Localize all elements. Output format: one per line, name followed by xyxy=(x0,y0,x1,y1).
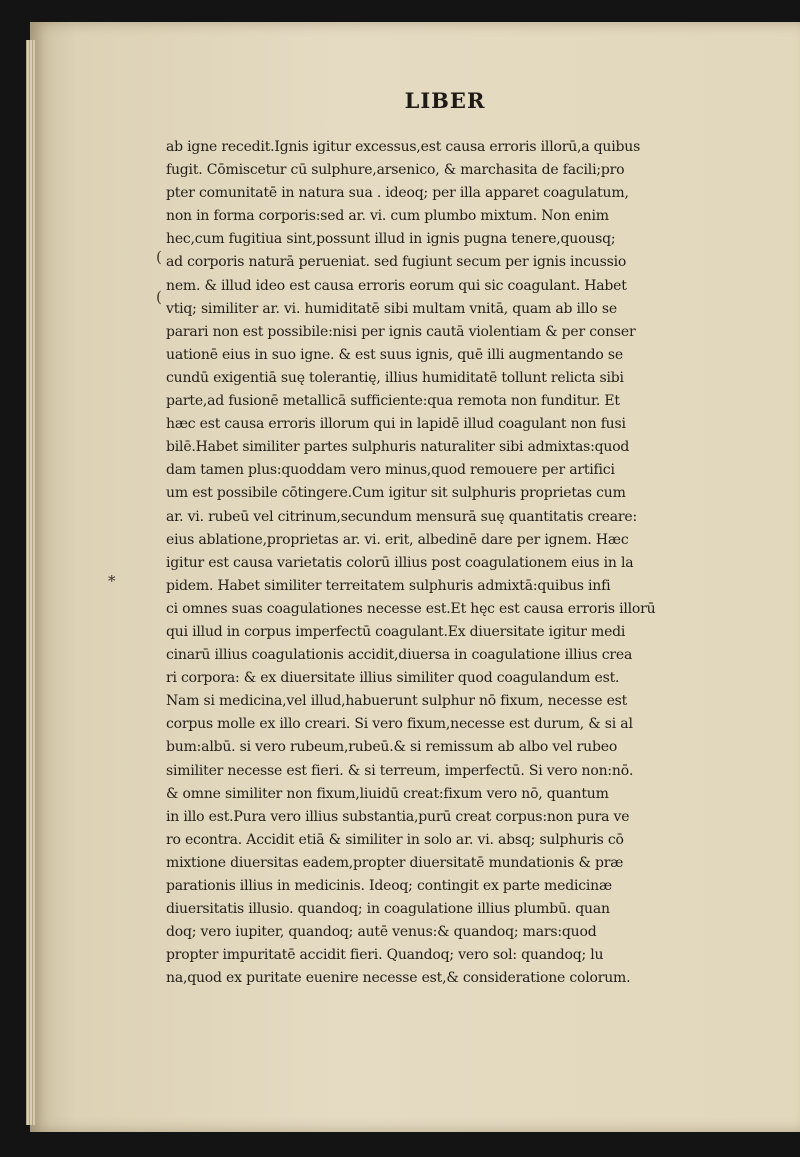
text-line: um est possibile cōtingere.Cum igitur sit sulphuris proprietas cum xyxy=(166,485,626,502)
text-line: qui illud in corpus imperfectū coagulant.Ex diuersitate igitur medi xyxy=(166,623,626,640)
text-line: vtiq; similiter ar. vi. humiditatē sibi multam vnitā, quam ab illo se xyxy=(166,300,617,317)
text-line: eius ablatione,proprietas ar. vi. erit, albedinē dare per ignem. Hæc xyxy=(166,531,629,548)
text-line: ad corporis naturā perueniat. sed fugiunt secum per ignis incussio xyxy=(166,254,627,271)
text-line: doq; vero iupiter, quandoq; autē venus:& quandoq; mars:quod xyxy=(166,924,597,941)
text-line: in illo est.Pura vero illius substantia,purū creat corpus:non pura ve xyxy=(166,808,630,825)
text-line: hæc est causa erroris illorum qui in lapidē illud coagulant non fusi xyxy=(166,416,626,433)
text-line: bilē.Habet similiter partes sulphuris naturaliter sibi admixtas:quod xyxy=(166,439,630,456)
text-line: ri corpora: & ex diuersitate illius similiter quod coagulandum est. xyxy=(166,670,620,687)
text-line: hec,cum fugitiua sint,possunt illud in ignis pugna tenere,quousq; xyxy=(166,231,616,248)
text-line: pter comunitatē in natura sua . ideoq; per illa apparet coagulatum, xyxy=(166,185,629,202)
text-line: dam tamen plus:quoddam vero minus,quod remouere per artifici xyxy=(166,462,615,479)
text-line: igitur est causa varietatis colorū illius post coagulationem eius in la xyxy=(166,554,634,571)
text-line: cinarū illius coagulationis accidit,diuersa in coagulatione illius crea xyxy=(166,647,633,664)
text-line: non in forma corporis:sed ar. vi. cum plumbo mixtum. Non enim xyxy=(166,208,609,225)
text-line: & omne similiter non fixum,liuidū creat:fixum vero nō, quantum xyxy=(166,785,609,802)
text-line: cundū exigentiā suę tolerantię, illius humiditatē tollunt relicta sibi xyxy=(166,369,624,386)
text-line: ar. vi. rubeū vel citrinum,secundum mensurā suę quantitatis creare: xyxy=(166,508,637,525)
body-text xyxy=(166,136,736,990)
text-line: corpus molle ex illo creari. Si vero fixum,necesse est durum, & si al xyxy=(166,716,633,733)
text-line: diuersitatis illusio. quandoq; in coagulatione illius plumbū. quan xyxy=(166,901,610,918)
text-line: propter impuritatē accidit fieri. Quandoq; vero sol: quandoq; lu xyxy=(166,947,604,964)
text-line: nem. & illud ideo est causa erroris eorum qui sic coagulant. Habet xyxy=(166,277,627,294)
margin-bracket: ( xyxy=(156,288,162,306)
page-edges xyxy=(26,40,36,1125)
text-line: similiter necesse est fieri. & si terreum, imperfectū. Si vero non:nō. xyxy=(166,762,634,779)
running-head: LIBER xyxy=(404,88,486,113)
text-line: Nam si medicina,vel illud,habuerunt sulphur nō fixum, necesse est xyxy=(166,693,628,710)
text-line: fugit. Cōmiscetur cū sulphure,arsenico, & marchasita de facili;pro xyxy=(166,162,625,179)
text-line: ci omnes suas coagulationes necesse est.Et hęc est causa erroris illorū xyxy=(166,600,656,617)
text-line: parte,ad fusionē metallicā sufficiente:qua remota non funditur. Et xyxy=(166,393,620,410)
text-line: ab igne recedit.Ignis igitur excessus,est causa erroris illorū,a quibus xyxy=(166,139,641,155)
text-line: na,quod ex puritate euenire necesse est,& consideratione colorum. xyxy=(166,970,631,987)
text-line: mixtione diuersitas eadem,propter diuersitatē mundationis & præ xyxy=(166,854,624,871)
text-line: parari non est possibile:nisi per ignis cautā violentiam & per conser xyxy=(166,323,636,340)
text-line: ro econtra. Accidit etiā & similiter in solo ar. vi. absq; sulphuris cō xyxy=(166,831,624,848)
text-line: uationē eius in suo igne. & est suus ignis, quē illi augmentando se xyxy=(166,346,623,363)
margin-bracket: ( xyxy=(156,248,162,266)
margin-mark: * xyxy=(108,572,116,590)
text-line: bum:albū. si vero rubeum,rubeū.& si remissum ab albo vel rubeo xyxy=(166,739,618,756)
text-line: parationis illius in medicinis. Ideoq; contingit ex parte medicinæ xyxy=(166,878,612,894)
text-line: pidem. Habet similiter terreitatem sulphuris admixtā:quibus infi xyxy=(166,577,611,594)
